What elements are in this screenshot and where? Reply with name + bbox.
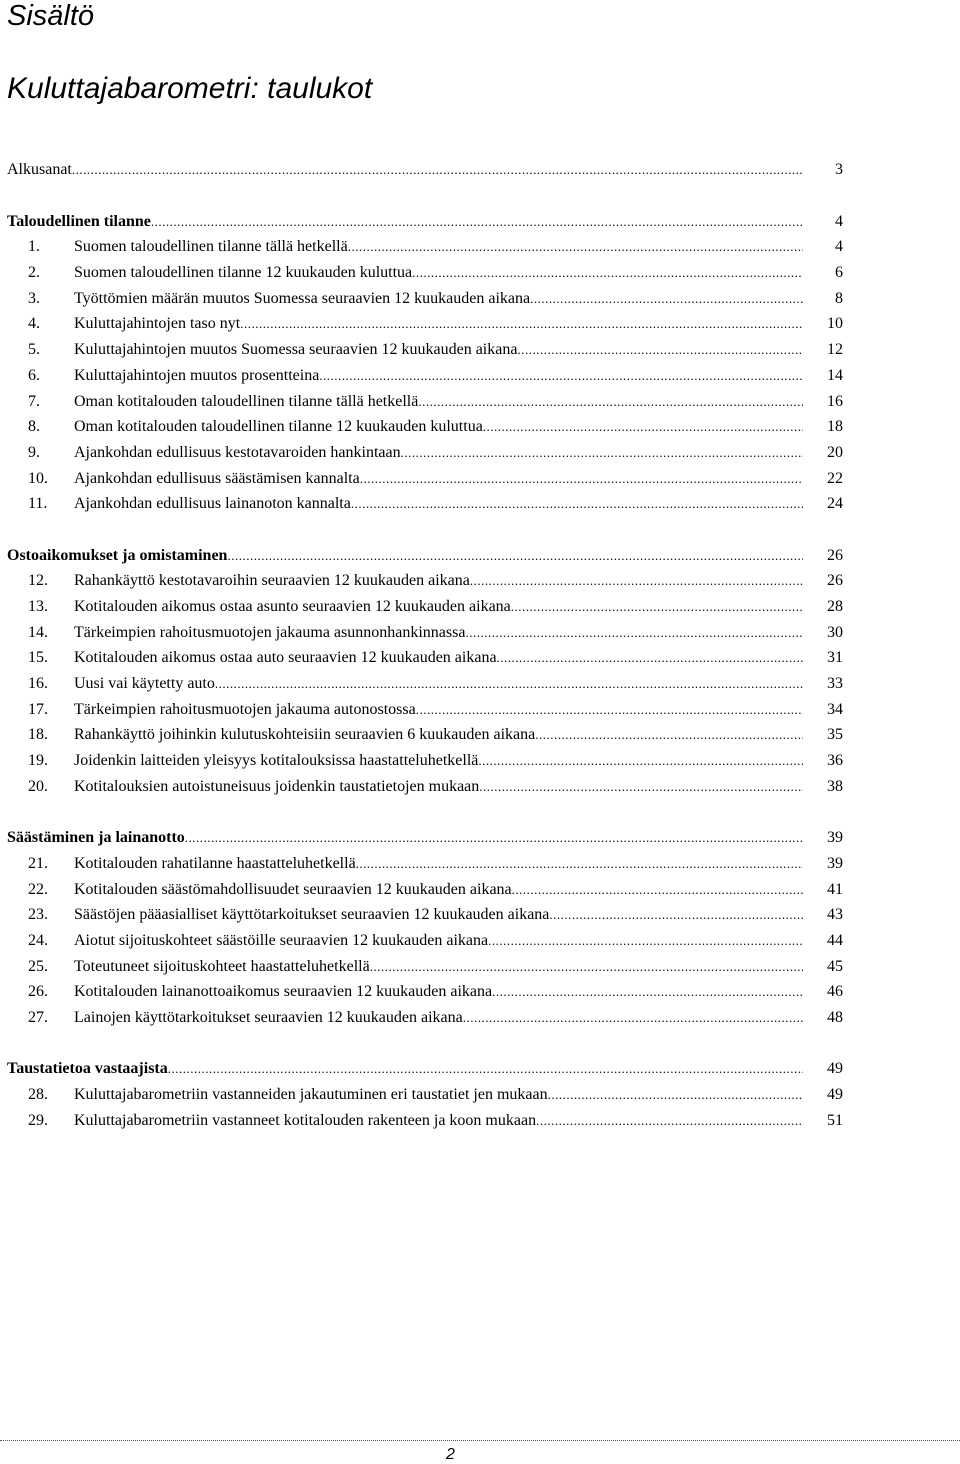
toc-dot-leader [465,620,803,646]
toc-entry-number [7,722,74,748]
toc-entry-title: Suomen taloudellinen tilanne 12 kuukauden kuluttua [74,264,413,282]
toc-entry-number-text: 12. [28,572,48,590]
toc-page-number: 6 [835,264,843,282]
toc-entry-number [7,440,74,466]
toc-entry[interactable] [7,697,843,723]
toc-entry-title: Ajankohdan edullisuus lainanoton kannalta [74,495,351,513]
toc-entry-title: Kuluttajahintojen taso nyt [74,315,241,333]
toc-entry-title: Alkusanat [7,161,72,178]
toc-entry[interactable] [7,286,843,312]
toc-entry-title: Kotitalouden rahatilanne haastatteluhetkellä [74,854,356,872]
toc-entry[interactable] [7,234,843,260]
toc-dot-leader [401,440,803,466]
toc-dot-leader [511,594,803,620]
toc-spacer [7,800,843,826]
toc-dot-leader [412,260,803,286]
toc-page-number: 46 [827,983,843,1001]
page-subtitle: Kuluttajabarometri: taulukot [7,72,373,105]
toc-entry-number [7,645,74,671]
toc-section-title: Taustatietoa vastaajista [7,1060,168,1078]
toc-entry-title: Kotitalouden aikomus ostaa auto seuraavien 12 kuukauden aikana [74,649,497,667]
toc-entry-title: Lainojen käyttötarkoitukset seuraavien 12 kuukauden aikana [74,1009,463,1026]
toc-page-number: 39 [827,829,843,847]
toc-entry-title: Työttömien määrän muutos Suomessa seuraavien 12 kuukauden aikana [74,289,531,307]
toc-dot-leader [512,877,803,903]
page-title: Sisältö [7,0,95,32]
footer-divider [0,1440,960,1441]
toc-page-number: 49 [827,1060,843,1078]
toc-page-number: 45 [827,957,843,975]
toc-dot-leader [549,902,803,928]
toc-entry-number [7,466,74,492]
toc-entry-number-text: 24. [28,931,48,949]
toc-page-number: 26 [827,546,843,564]
toc-page-number: 36 [827,752,843,770]
toc-entry-number-text: 13. [28,598,48,615]
toc-dot-leader [497,645,803,671]
toc-page-number: 31 [827,649,843,667]
toc-dot-leader [535,722,803,748]
toc-entry-number [7,1108,74,1134]
toc-entry-number-text: 28. [28,1086,48,1104]
toc-page-number: 4 [835,238,843,256]
toc-entry[interactable] [7,414,843,440]
toc-dot-leader [488,928,803,954]
toc-entry-number-text: 11. [28,495,48,513]
toc-section-title: Säästäminen ja lainanotto [7,829,185,847]
toc-entry[interactable] [7,260,843,286]
toc-entry-number-text: 10. [28,469,48,487]
toc-page-number: 28 [827,598,843,615]
toc-entry-number-text: 19. [28,752,48,770]
toc-entry-number-text: 4. [28,315,40,333]
toc-dot-leader [530,286,803,312]
toc-entry-title: Ajankohdan edullisuus säästämisen kannalta [74,469,360,487]
toc-entry-title: Kuluttajahintojen muutos Suomessa seuraavien 12 kuukauden aikana [74,341,518,359]
toc-entry-number [7,311,74,337]
toc-entry-number-text: 15. [28,649,48,667]
toc-entry-number [7,414,74,440]
toc-page-number: 24 [827,495,843,513]
toc-spacer [7,183,843,209]
toc-entry-title: Tärkeimpien rahoitusmuotojen jakauma autonostossa [74,700,416,718]
toc-entry-number-text: 7. [28,392,40,410]
toc-dot-leader [470,568,803,594]
toc-entry[interactable] [7,748,843,774]
toc-page-number: 51 [827,1111,843,1129]
toc-entry[interactable] [7,902,843,928]
toc-page-number: 35 [827,726,843,744]
toc-entry-number-text: 16. [28,675,48,693]
toc-entry-title: Uusi vai käytetty auto [74,675,215,693]
toc-entry-number [7,234,74,260]
toc-entry[interactable] [7,979,843,1005]
toc-entry[interactable] [7,954,843,980]
toc-entry-number [7,260,74,286]
toc-dot-leader [492,979,803,1005]
toc-dot-leader [370,954,803,980]
toc-dot-leader [215,671,803,697]
toc-dot-leader [418,389,803,415]
toc-entry-number-text: 23. [28,906,48,924]
toc-dot-leader [478,748,803,774]
toc-dot-leader [348,234,803,260]
toc-entry[interactable] [7,877,843,903]
toc-entry-title: Ajankohdan edullisuus kestotavaroiden hankintaan [74,443,401,461]
toc-section-title: Taloudellinen tilanne [7,212,151,230]
toc-dot-leader [416,697,803,723]
toc-section-title: Ostoaikomukset ja omistaminen [7,546,228,564]
toc-page-number: 34 [827,700,843,718]
toc-entry-title: Rahankäyttö kestotavaroihin seuraavien 12 kuukauden aikana [74,572,470,590]
toc-dot-leader [360,466,803,492]
toc-entry-title: Säästöjen pääasialliset käyttötarkoitukset seuraavien 12 kuukauden aikana [74,906,550,924]
toc-entry-number-text: 2. [28,264,40,282]
toc-entry-number-text: 21. [28,854,48,872]
toc-page-number: 18 [827,418,843,436]
toc-entry-title: Joidenkin laitteiden yleisyys kotitalouksissa haastatteluhetkellä [74,752,479,770]
toc-entry-title: Kuluttajabarometriin vastanneet kotitalouden rakenteen ja koon mukaan [74,1111,537,1129]
toc-entry-number [7,594,74,620]
toc-entry[interactable] [7,645,843,671]
toc-page-number: 14 [827,366,843,384]
toc-entry[interactable] [7,851,843,877]
toc-page-number: 8 [835,289,843,307]
toc-entry-number [7,568,74,594]
toc-page-number: 26 [827,572,843,590]
toc-entry-title: Oman kotitalouden taloudellinen tilanne tällä hetkellä [74,392,419,410]
toc-page-number: 49 [827,1086,843,1104]
toc-page-number: 48 [827,1009,843,1026]
toc-entry-number-text: 26. [28,983,48,1001]
toc-entry-number [7,697,74,723]
toc-entry-title: Kotitalouksien autoistuneisuus joidenkin taustatietojen mukaan [74,777,480,795]
toc-entry-number [7,671,74,697]
toc-entry-number-text: 17. [28,700,48,718]
toc-dot-leader [536,1108,803,1134]
toc-dot-leader [240,311,803,337]
toc-entry-number [7,389,74,415]
toc-entry[interactable] [7,1082,843,1108]
toc-entry-number-text: 25. [28,957,48,975]
toc-entry[interactable] [7,774,843,800]
toc-entry-number [7,286,74,312]
toc-entry-number [7,979,74,1005]
toc-page-number: 10 [827,315,843,333]
toc-entry[interactable] [7,594,843,620]
toc-page-number: 41 [827,880,843,898]
toc-spacer [7,517,843,543]
toc-dot-leader [227,543,803,569]
toc-entry[interactable] [7,491,843,517]
toc-page-number: 4 [835,212,843,230]
toc-section[interactable] [7,209,843,235]
table-of-contents [7,157,843,1133]
toc-page-number: 12 [827,341,843,359]
toc-entry-number-text: 6. [28,366,40,384]
toc-dot-leader [356,851,803,877]
toc-dot-leader [168,1056,803,1082]
toc-entry[interactable] [7,389,843,415]
toc-entry-title: Suomen taloudellinen tilanne tällä hetkellä [74,238,348,256]
toc-dot-leader [548,1082,803,1108]
toc-entry-number-text: 3. [28,289,40,307]
toc-entry-number-text: 22. [28,880,48,898]
toc-entry[interactable] [7,363,843,389]
toc-entry[interactable] [7,311,843,337]
toc-entry-number [7,851,74,877]
toc-entry-title: Tärkeimpien rahoitusmuotojen jakauma asunnonhankinnassa [74,623,466,641]
toc-entry-title: Kotitalouden aikomus ostaa asunto seuraavien 12 kuukauden aikana [74,598,511,615]
toc-page-number: 3 [835,161,843,178]
toc-dot-leader [517,337,803,363]
toc-section[interactable] [7,1056,843,1082]
toc-entry-number [7,491,74,517]
toc-entry-number [7,1005,74,1031]
toc-entry[interactable] [7,671,843,697]
toc-entry-title: Aiotut sijoituskohteet säästöille seuraavien 12 kuukauden aikana [74,931,489,949]
toc-entry-number [7,774,74,800]
toc-entry-title: Kuluttajahintojen muutos prosentteina [74,366,320,384]
toc-section[interactable] [7,825,843,851]
toc-entry-top[interactable] [7,157,843,183]
toc-dot-leader [151,209,803,235]
toc-entry-title: Kotitalouden lainanottoaikomus seuraavien 12 kuukauden aikana [74,983,493,1001]
toc-entry-number [7,363,74,389]
toc-dot-leader [351,491,803,517]
toc-entry-number [7,748,74,774]
toc-dot-leader [185,825,803,851]
toc-dot-leader [72,157,803,183]
toc-entry-number-text: 18. [28,726,48,744]
toc-entry[interactable] [7,928,843,954]
toc-page-number: 43 [827,906,843,924]
toc-page-number: 33 [827,675,843,693]
toc-page-number: 16 [827,392,843,410]
toc-entry[interactable] [7,440,843,466]
toc-page-number: 22 [827,469,843,487]
toc-entry-number [7,954,74,980]
toc-entry-number [7,877,74,903]
toc-entry[interactable] [7,337,843,363]
toc-page-number: 30 [827,623,843,641]
toc-entry[interactable] [7,1005,843,1031]
toc-spacer [7,1031,843,1057]
toc-dot-leader [483,414,803,440]
toc-entry[interactable] [7,620,843,646]
toc-entry[interactable] [7,466,843,492]
toc-entry-title: Rahankäyttö joihinkin kulutuskohteisiin seuraavien 6 kuukauden aikana [74,726,536,744]
toc-entry-title: Toteutuneet sijoituskohteet haastatteluhetkellä [74,957,370,975]
toc-entry-number-text: 8. [28,418,40,436]
toc-page-number: 44 [827,931,843,949]
toc-entry-number-text: 9. [28,443,40,461]
toc-entry[interactable] [7,568,843,594]
toc-entry-title: Kotitalouden säästömahdollisuudet seuraavien 12 kuukauden aikana [74,880,512,898]
toc-entry-title: Oman kotitalouden taloudellinen tilanne 12 kuukauden kuluttua [74,418,483,436]
toc-dot-leader [479,774,803,800]
toc-entry[interactable] [7,722,843,748]
toc-dot-leader [319,363,803,389]
toc-entry-number [7,928,74,954]
toc-entry-number-text: 1. [28,238,40,256]
toc-dot-leader [463,1005,803,1031]
toc-entry-number-text: 27. [28,1009,48,1026]
toc-entry-number [7,337,74,363]
toc-entry[interactable] [7,1108,843,1134]
footer-page-number: 2 [446,1446,455,1463]
toc-entry-number [7,902,74,928]
toc-entry-number-text: 14. [28,623,48,641]
toc-page-number: 38 [827,777,843,795]
toc-entry-number-text: 20. [28,777,48,795]
toc-entry-number [7,620,74,646]
toc-entry-title: Kuluttajabarometriin vastanneiden jakautuminen eri taustatiet jen mukaan [74,1086,548,1104]
toc-page-number: 39 [827,854,843,872]
toc-section[interactable] [7,543,843,569]
toc-entry-number-text: 29. [28,1111,48,1129]
toc-entry-number-text: 5. [28,341,40,359]
toc-entry-number [7,1082,74,1108]
toc-page-number: 20 [827,443,843,461]
